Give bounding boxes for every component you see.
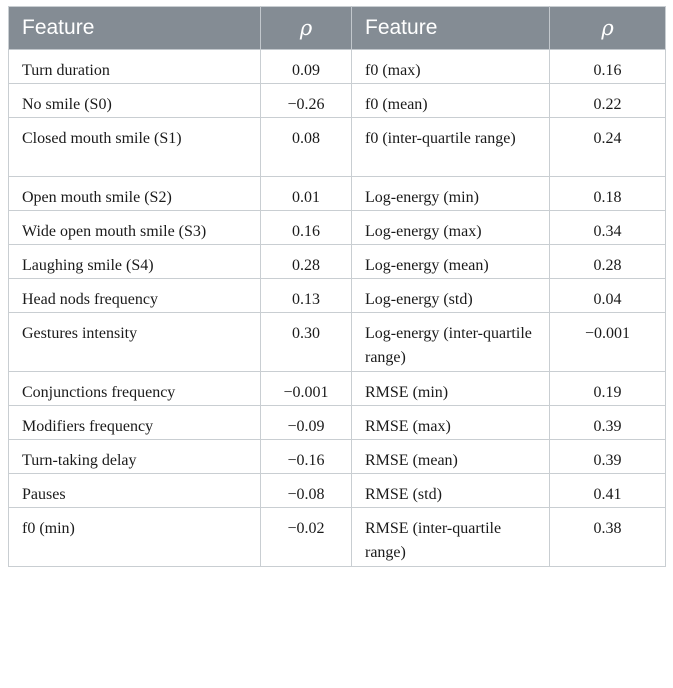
feature-cell: Log-energy (max)	[352, 211, 550, 245]
feature-cell: RMSE (std)	[352, 474, 550, 508]
table-row	[9, 508, 666, 567]
table-row	[9, 211, 666, 245]
rho-cell: −0.001	[550, 313, 666, 372]
rho-cell: 0.19	[550, 372, 666, 406]
table-row	[9, 474, 666, 508]
rho-cell: 0.39	[550, 440, 666, 474]
feature-cell: RMSE (mean)	[352, 440, 550, 474]
rho-cell: 0.18	[550, 177, 666, 211]
feature-cell: RMSE (inter-quartile range)	[352, 508, 550, 567]
rho-cell: 0.38	[550, 508, 666, 567]
rho-cell: 0.28	[261, 245, 352, 279]
rho-cell: 0.09	[261, 50, 352, 84]
table-row	[9, 372, 666, 406]
feature-cell: Pauses	[9, 474, 261, 508]
rho-cell: 0.08	[261, 118, 352, 177]
feature-cell: Conjunctions frequency	[9, 372, 261, 406]
table-row	[9, 245, 666, 279]
feature-cell: Open mouth smile (S2)	[9, 177, 261, 211]
feature-cell: RMSE (max)	[352, 406, 550, 440]
table-body	[9, 50, 666, 567]
table-row	[9, 177, 666, 211]
rho-cell: 0.24	[550, 118, 666, 177]
rho-cell: −0.16	[261, 440, 352, 474]
feature-cell: f0 (max)	[352, 50, 550, 84]
header-rho-right: ρ	[550, 7, 666, 50]
feature-cell: Log-energy (min)	[352, 177, 550, 211]
feature-cell: Wide open mouth smile (S3)	[9, 211, 261, 245]
rho-cell: 0.01	[261, 177, 352, 211]
feature-cell: No smile (S0)	[9, 84, 261, 118]
rho-cell: 0.30	[261, 313, 352, 372]
feature-correlation-table	[8, 6, 666, 567]
header-feature-left: Feature	[9, 7, 261, 50]
rho-cell: −0.08	[261, 474, 352, 508]
rho-cell: −0.02	[261, 508, 352, 567]
feature-cell: Laughing smile (S4)	[9, 245, 261, 279]
feature-cell: Turn-taking delay	[9, 440, 261, 474]
rho-cell: 0.34	[550, 211, 666, 245]
rho-cell: 0.28	[550, 245, 666, 279]
feature-cell: Gestures intensity	[9, 313, 261, 372]
header-row	[9, 7, 666, 50]
rho-cell: 0.41	[550, 474, 666, 508]
correlation-table-container	[8, 6, 665, 567]
table-row	[9, 406, 666, 440]
rho-cell: −0.26	[261, 84, 352, 118]
rho-cell: 0.13	[261, 279, 352, 313]
table-header	[9, 7, 666, 50]
table-row	[9, 118, 666, 177]
feature-cell: Turn duration	[9, 50, 261, 84]
feature-cell: Modifiers frequency	[9, 406, 261, 440]
feature-cell: RMSE (min)	[352, 372, 550, 406]
rho-cell: 0.39	[550, 406, 666, 440]
feature-cell: Head nods frequency	[9, 279, 261, 313]
rho-cell: 0.16	[550, 50, 666, 84]
feature-cell: f0 (inter-quartile range)	[352, 118, 550, 177]
header-rho-left: ρ	[261, 7, 352, 50]
feature-cell: f0 (min)	[9, 508, 261, 567]
feature-cell: Log-energy (std)	[352, 279, 550, 313]
feature-cell: f0 (mean)	[352, 84, 550, 118]
header-feature-right: Feature	[352, 7, 550, 50]
rho-cell: 0.04	[550, 279, 666, 313]
feature-cell: Log-energy (inter-quartile range)	[352, 313, 550, 372]
rho-cell: 0.22	[550, 84, 666, 118]
table-row	[9, 279, 666, 313]
rho-cell: 0.16	[261, 211, 352, 245]
rho-cell: −0.001	[261, 372, 352, 406]
rho-cell: −0.09	[261, 406, 352, 440]
table-row	[9, 84, 666, 118]
table-row	[9, 50, 666, 84]
feature-cell: Closed mouth smile (S1)	[9, 118, 261, 177]
table-row	[9, 313, 666, 372]
feature-cell: Log-energy (mean)	[352, 245, 550, 279]
table-row	[9, 440, 666, 474]
